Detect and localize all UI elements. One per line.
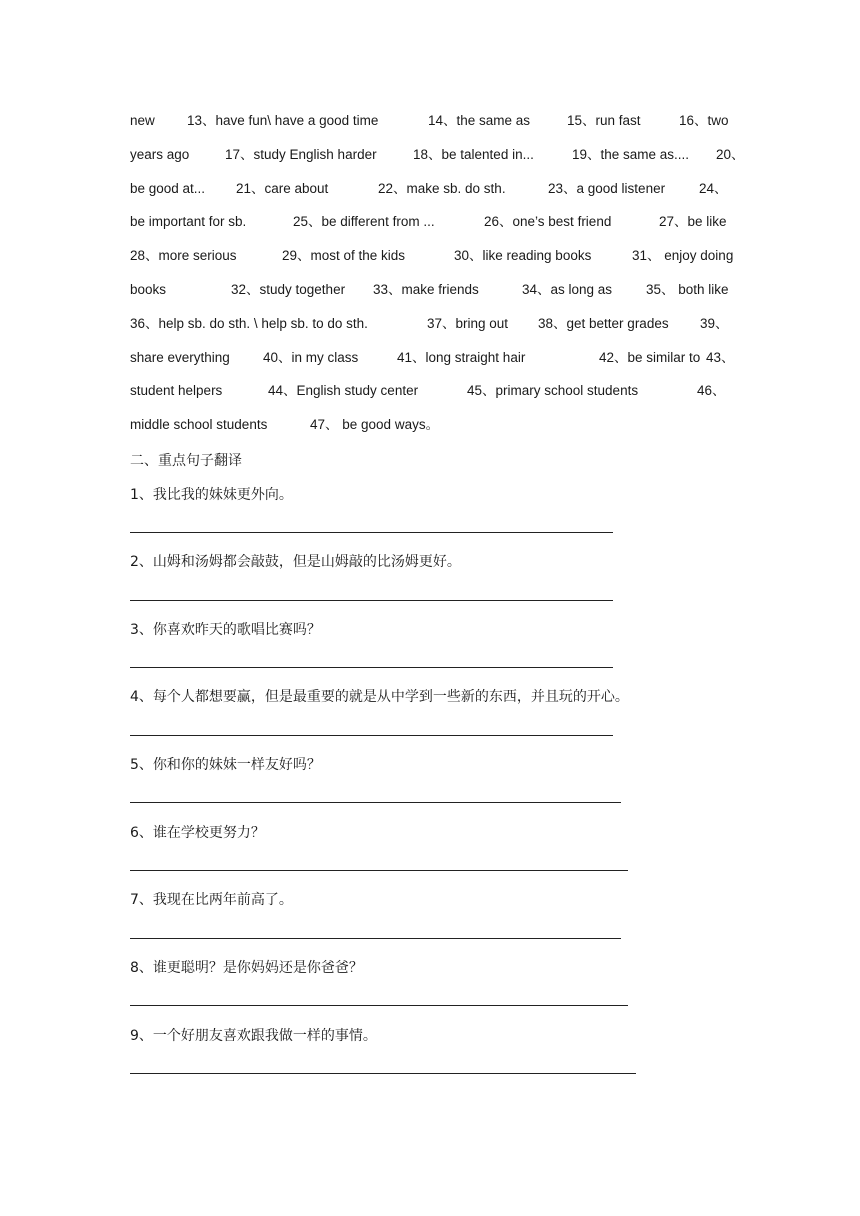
phrase-item: be good at... [130,180,206,196]
phrase-item: 13、have fun\ have a good time [187,113,379,128]
phrase-item: 44、English study center [268,383,419,399]
phrase-item: 33、make friends [373,281,479,297]
phrase-item: be important for sb. [130,214,247,230]
answer-line[interactable] [130,600,613,601]
phrase-list [130,104,745,442]
phrase-item: 30、like reading books [454,248,592,264]
phrase-item: 40、in my class [263,349,359,365]
phrase-item: 38、get better grades [538,315,669,331]
sentence-prompt: 9、一个好朋友喜欢跟我做一样的事情。 [130,1028,377,1044]
phrase-item: 34、as long as [522,281,613,297]
phrase-line [130,104,740,138]
phrase-item: 20、 [716,146,745,162]
phrase-item: student helpers [130,383,223,399]
phrase-line [130,307,740,341]
phrase-item: 37、bring out [427,315,509,331]
phrase-item: 31、 enjoy doing [632,248,734,264]
phrase-item: 17、study English harder [225,146,377,162]
answer-line[interactable] [130,870,628,871]
phrase-item: 21、care about [236,180,329,196]
phrase-item: 42、be similar to [599,349,701,365]
phrase-line [130,374,740,408]
phrase-item: 36、help sb. do sth. \ help sb. to do sth. [130,315,368,331]
phrase-item: books [130,281,167,297]
phrase-line [130,239,740,273]
phrase-item: 14、the same as [428,113,531,128]
phrase-item: 43、 [706,349,735,365]
phrase-item: 28、more serious [130,248,237,264]
phrase-item: 25、be different from ... [293,214,435,230]
phrase-item: 35、 both like [646,281,729,297]
phrase-item: 23、a good listener [548,180,666,196]
section-title: 二、重点句子翻译 [130,453,242,469]
phrase-item: middle school students [130,417,268,433]
sentence-prompt: 5、你和你的妹妹一样友好吗？ [130,757,321,773]
sentence-prompt: 4、每个人都想要赢，但是最重要的就是从中学到一些新的东西，并且玩的开心。 [130,689,629,705]
phrase-item: 24、 [699,180,728,196]
phrase-line [130,205,740,239]
answer-line[interactable] [130,938,621,939]
phrase-line [130,172,740,206]
phrase-item: 26、one’s best friend [484,214,612,230]
phrase-item: 15、run fast [567,113,641,128]
phrase-item: new [130,113,155,128]
phrase-item: 27、be like [659,214,727,230]
sentence-prompt: 8、谁更聪明？是你妈妈还是你爸爸？ [130,960,363,976]
phrase-line [130,138,745,172]
answer-line[interactable] [130,802,621,803]
answer-line[interactable] [130,1073,636,1074]
phrase-item: 47、 be good ways。 [310,417,440,433]
sentence-prompt: 6、谁在学校更努力？ [130,825,265,841]
sentence-prompt: 1、我比我的妹妹更外向。 [130,487,293,503]
phrase-item: share everything [130,349,230,365]
phrase-line [130,341,740,375]
phrase-item: 22、make sb. do sth. [378,180,506,196]
sentence-prompt: 7、我现在比两年前高了。 [130,892,293,908]
sentence-prompt: 2、山姆和汤姆都会敲鼓，但是山姆敲的比汤姆更好。 [130,554,461,570]
phrase-item: 41、long straight hair [397,349,526,365]
answer-line[interactable] [130,1005,628,1006]
phrase-item: years ago [130,146,190,162]
phrase-item: 29、most of the kids [282,248,406,264]
answer-line[interactable] [130,735,613,736]
phrase-item: 32、study together [231,281,346,297]
answer-line[interactable] [130,532,613,533]
phrase-item: 18、be talented in... [413,146,534,162]
phrase-item: 45、primary school students [467,383,639,399]
phrase-item: 16、two [679,113,729,128]
answer-line[interactable] [130,667,613,668]
phrase-item: 19、the same as.... [572,146,690,162]
phrase-item: 46、 [697,383,726,399]
phrase-line [130,273,740,307]
phrase-line [130,408,740,442]
phrase-item: 39、 [700,315,729,331]
sentence-prompt: 3、你喜欢昨天的歌唱比赛吗？ [130,622,321,638]
